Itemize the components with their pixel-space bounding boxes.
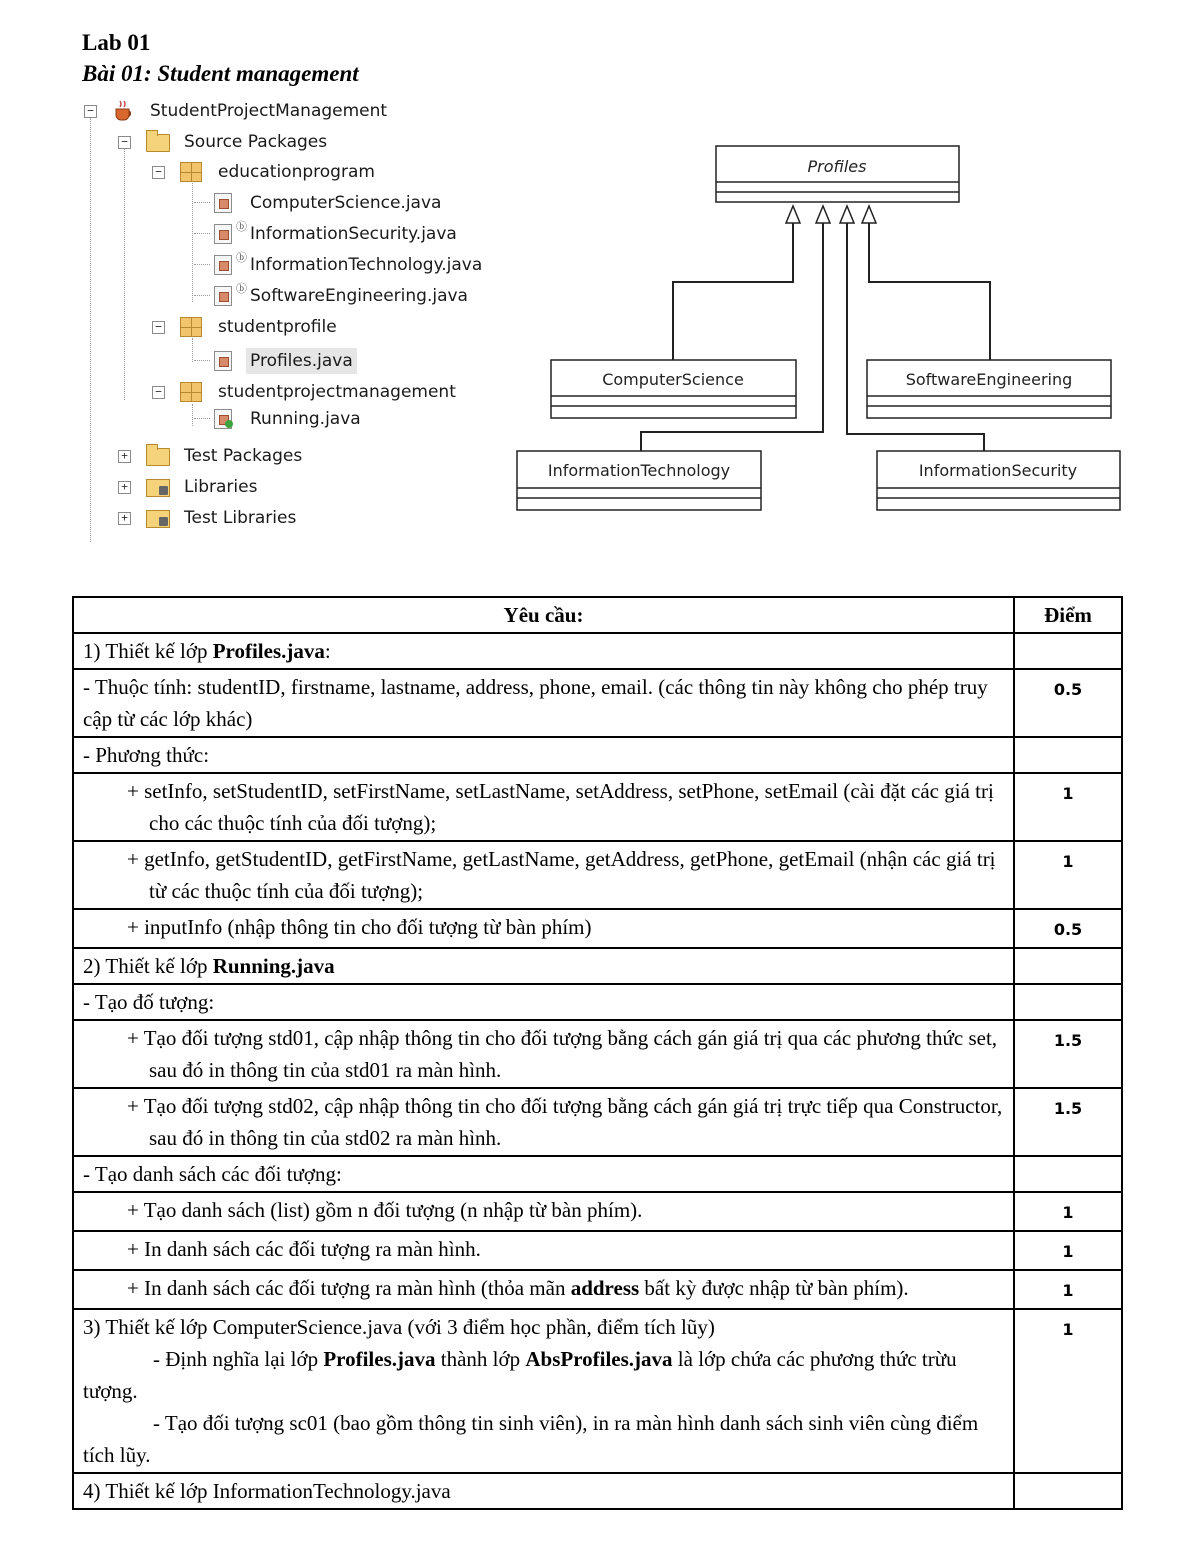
collapse-toggle-icon[interactable]: − bbox=[152, 166, 165, 179]
table-row bbox=[73, 1020, 1122, 1088]
exercise-title: Bài 01: Student management bbox=[82, 61, 359, 86]
inheritance-arrow-icon bbox=[816, 206, 830, 223]
folder-icon bbox=[146, 448, 170, 466]
uml-class-name: SoftwareEngineering bbox=[905, 370, 1073, 389]
tree-item-profiles-file[interactable] bbox=[212, 348, 472, 374]
library-icon bbox=[146, 510, 170, 528]
tree-item-label: Profiles.java bbox=[246, 348, 357, 374]
java-file-icon bbox=[214, 286, 232, 306]
tree-item-project[interactable] bbox=[84, 98, 404, 124]
library-icon bbox=[146, 479, 170, 497]
lab-title: Lab 01 bbox=[82, 30, 151, 55]
req-text-part: + In danh sách các đối tượng ra màn hình (thỏa mãn bbox=[127, 1276, 571, 1300]
uml-class-name: InformationTechnology bbox=[547, 461, 731, 480]
inheritance-line-cs bbox=[673, 223, 793, 360]
header-requirement: Yêu cầu: bbox=[73, 597, 1014, 633]
java-project-icon bbox=[112, 99, 136, 121]
tree-item-test-libraries[interactable] bbox=[118, 505, 378, 531]
points-cell: 0.5 bbox=[1014, 909, 1122, 948]
tree-item-label: Source Packages bbox=[184, 132, 328, 152]
table-row bbox=[73, 633, 1122, 669]
uml-class-diagram bbox=[510, 140, 1130, 520]
table-header-row bbox=[73, 597, 1122, 633]
requirement-cell bbox=[73, 773, 1014, 841]
requirement-cell bbox=[73, 1088, 1014, 1156]
req-text-part: - Định nghĩa lại lớp bbox=[153, 1347, 324, 1371]
req-text: + Tạo danh sách (list) gồm n đối tượng (n nhập từ bàn phím). bbox=[127, 1198, 643, 1222]
uml-class-name: Profiles bbox=[807, 157, 867, 176]
tree-item-running-file[interactable] bbox=[212, 406, 472, 432]
table-row bbox=[73, 737, 1122, 773]
warning-badge-icon: ⓑ bbox=[236, 251, 247, 264]
tree-item-test-packages[interactable] bbox=[118, 443, 378, 469]
points-cell bbox=[1014, 633, 1122, 669]
uml-class-informationsecurity bbox=[877, 451, 1120, 510]
points-cell: 1 bbox=[1014, 841, 1122, 909]
package-icon bbox=[180, 382, 202, 402]
requirement-cell bbox=[73, 841, 1014, 909]
points-cell bbox=[1014, 984, 1122, 1020]
points-cell bbox=[1014, 1156, 1122, 1192]
points-cell: 1 bbox=[1014, 1270, 1122, 1309]
tree-item-source-packages[interactable] bbox=[118, 129, 378, 155]
req-text: + setInfo, setStudentID, setFirstName, setLastName, setAddress, setPhone, setEmail (cài đặt các giá trị cho các thuộc tính của đối tượng); bbox=[127, 779, 994, 835]
table-row bbox=[73, 909, 1122, 948]
table-row bbox=[73, 1473, 1122, 1509]
requirement-cell: 4) Thiết kế lớp InformationTechnology.java bbox=[73, 1473, 1014, 1509]
points-cell: 1 bbox=[1014, 1192, 1122, 1231]
package-icon bbox=[180, 162, 202, 182]
points-cell bbox=[1014, 1473, 1122, 1509]
table-row bbox=[73, 984, 1122, 1020]
req-text: + Tạo đối tượng std01, cập nhập thông tin cho đối tượng bằng cách gán giá trị qua các phương thức set, sau đó in thông tin của std01 ra màn hình. bbox=[127, 1026, 998, 1082]
uml-class-name: ComputerScience bbox=[602, 370, 744, 389]
tree-item-label: InformationTechnology.java bbox=[250, 255, 483, 275]
req-text: + In danh sách các đối tượng ra màn hình. bbox=[127, 1237, 481, 1261]
req-text: : bbox=[324, 639, 331, 663]
uml-svg bbox=[510, 140, 1130, 520]
req-text: + getInfo, getStudentID, getFirstName, getLastName, getAddress, getPhone, getEmail (nhận các giá trị từ các thuộc tính của đối tượng); bbox=[127, 847, 996, 903]
collapse-toggle-icon[interactable]: − bbox=[118, 136, 131, 149]
tree-guide-line bbox=[194, 360, 210, 361]
tree-guide-line bbox=[90, 118, 91, 542]
req-bold-text: Profiles.java bbox=[323, 1347, 436, 1371]
tree-item-informationtechnology-file[interactable] bbox=[212, 252, 512, 278]
tree-item-label: Test Packages bbox=[184, 446, 303, 466]
tree-item-label: SoftwareEngineering.java bbox=[250, 286, 468, 306]
tree-item-educationprogram[interactable] bbox=[152, 159, 412, 185]
points-cell bbox=[1014, 737, 1122, 773]
expand-toggle-icon[interactable]: + bbox=[118, 512, 131, 525]
tree-item-label: studentprofile bbox=[218, 317, 337, 337]
table-row bbox=[73, 841, 1122, 909]
table-row bbox=[73, 948, 1122, 984]
tree-item-label: InformationSecurity.java bbox=[250, 224, 457, 244]
header-points: Điểm bbox=[1014, 597, 1122, 633]
requirement-cell bbox=[73, 1270, 1014, 1309]
table-row bbox=[73, 669, 1122, 737]
req-paragraph: - Tạo đối tượng sc01 (bao gồm thông tin sinh viên), in ra màn hình danh sách sinh viên cùng điểm tích lũy. bbox=[83, 1411, 979, 1467]
folder-icon bbox=[146, 134, 170, 152]
java-file-icon bbox=[214, 193, 232, 213]
tree-guide-line bbox=[194, 418, 210, 419]
req-text: 3) Thiết kế lớp ComputerScience.java (với 3 điểm học phần, điểm tích lũy) bbox=[83, 1315, 715, 1339]
points-cell: 1.5 bbox=[1014, 1088, 1122, 1156]
req-text: 1) Thiết kế lớp bbox=[83, 639, 213, 663]
points-cell: 1.5 bbox=[1014, 1020, 1122, 1088]
project-tree bbox=[84, 92, 524, 542]
table-row bbox=[73, 1309, 1122, 1473]
warning-badge-icon: ⓑ bbox=[236, 220, 247, 233]
java-main-file-icon bbox=[214, 409, 232, 429]
requirement-cell: - Tạo đố tượng: bbox=[73, 984, 1014, 1020]
tree-guide-line bbox=[194, 233, 210, 234]
tree-guide-line bbox=[192, 180, 193, 302]
req-bold-text: address bbox=[570, 1276, 640, 1300]
uml-class-name: InformationSecurity bbox=[918, 461, 1078, 480]
expand-toggle-icon[interactable]: + bbox=[118, 481, 131, 494]
table-row bbox=[73, 1156, 1122, 1192]
tree-item-studentprofile[interactable] bbox=[152, 314, 412, 340]
warning-badge-icon: ⓑ bbox=[236, 282, 247, 295]
req-text: + inputInfo (nhập thông tin cho đối tượng từ bàn phím) bbox=[127, 915, 592, 939]
collapse-toggle-icon[interactable]: − bbox=[152, 386, 165, 399]
tree-item-studentprojectmanagement[interactable] bbox=[152, 379, 472, 405]
uml-class-computerscience bbox=[551, 360, 796, 418]
tree-guide-line bbox=[192, 338, 193, 362]
table-row bbox=[73, 1192, 1122, 1231]
inheritance-arrow-icon bbox=[786, 206, 800, 223]
table-row bbox=[73, 1088, 1122, 1156]
java-file-icon bbox=[214, 351, 232, 371]
tree-guide-line bbox=[194, 264, 210, 265]
expand-toggle-icon[interactable]: + bbox=[118, 450, 131, 463]
collapse-toggle-icon[interactable]: − bbox=[152, 321, 165, 334]
table-row bbox=[73, 1270, 1122, 1309]
points-cell: 1 bbox=[1014, 1231, 1122, 1270]
tree-item-label: StudentProjectManagement bbox=[150, 101, 388, 121]
package-icon bbox=[180, 317, 202, 337]
inheritance-line-se bbox=[869, 223, 990, 360]
collapse-toggle-icon[interactable]: − bbox=[84, 105, 97, 118]
requirement-cell bbox=[73, 909, 1014, 948]
points-cell: 1 bbox=[1014, 1309, 1122, 1473]
points-cell: 1 bbox=[1014, 773, 1122, 841]
req-text: 2) Thiết kế lớp bbox=[83, 954, 213, 978]
tree-guide-line bbox=[194, 202, 210, 203]
inheritance-arrow-icon bbox=[840, 206, 854, 223]
req-text bbox=[83, 1272, 1004, 1304]
req-bold-text: Profiles.java bbox=[212, 639, 325, 663]
tree-item-label: Libraries bbox=[184, 477, 258, 497]
points-cell: 0.5 bbox=[1014, 669, 1122, 737]
tree-guide-line bbox=[192, 404, 193, 426]
req-text-part: thành lớp bbox=[435, 1347, 526, 1371]
req-text: + Tạo đối tượng std02, cập nhập thông tin cho đối tượng bằng cách gán giá trị trực tiếp qua Constructor, sau đó in thông tin của std02 ra màn hình. bbox=[127, 1094, 1003, 1150]
table-row bbox=[73, 773, 1122, 841]
tree-item-label: Test Libraries bbox=[184, 508, 297, 528]
table-row bbox=[73, 1231, 1122, 1270]
tree-guide-line bbox=[124, 148, 125, 400]
req-bold-text: Running.java bbox=[212, 954, 335, 978]
requirement-cell: - Tạo danh sách các đối tượng: bbox=[73, 1156, 1014, 1192]
requirement-cell bbox=[73, 1309, 1014, 1473]
uml-class-softwareengineering bbox=[867, 360, 1111, 418]
requirements-table bbox=[72, 596, 1123, 1510]
requirement-cell bbox=[73, 948, 1014, 984]
req-text-part: bất kỳ được nhập từ bàn phím). bbox=[639, 1276, 909, 1300]
req-paragraph bbox=[83, 1343, 1004, 1407]
tree-guide-line bbox=[194, 295, 210, 296]
tree-item-label: Running.java bbox=[250, 409, 361, 429]
requirement-cell bbox=[73, 1020, 1014, 1088]
req-text-part: là lớp chứa các phương thức trừu tượng. bbox=[83, 1347, 957, 1403]
tree-item-label: ComputerScience.java bbox=[250, 193, 442, 213]
requirement-cell: - Thuộc tính: studentID, firstname, lastname, address, phone, email. (các thông tin này không cho phép truy cập từ các lớp khác) bbox=[73, 669, 1014, 737]
points-cell bbox=[1014, 948, 1122, 984]
tree-item-label: educationprogram bbox=[218, 162, 375, 182]
requirement-cell: - Phương thức: bbox=[73, 737, 1014, 773]
java-file-icon bbox=[214, 224, 232, 244]
tree-item-libraries[interactable] bbox=[118, 474, 378, 500]
tree-item-informationsecurity-file[interactable] bbox=[212, 221, 492, 247]
inheritance-arrow-icon bbox=[862, 206, 876, 223]
java-file-icon bbox=[214, 255, 232, 275]
requirement-cell bbox=[73, 1192, 1014, 1231]
tree-item-computerscience-file[interactable] bbox=[212, 190, 492, 216]
uml-class-informationtechnology bbox=[517, 451, 761, 510]
requirement-cell bbox=[73, 1231, 1014, 1270]
req-bold-text: AbsProfiles.java bbox=[525, 1347, 673, 1371]
requirement-cell bbox=[73, 633, 1014, 669]
tree-item-label: studentprojectmanagement bbox=[218, 382, 456, 402]
tree-item-softwareengineering-file[interactable] bbox=[212, 283, 512, 309]
